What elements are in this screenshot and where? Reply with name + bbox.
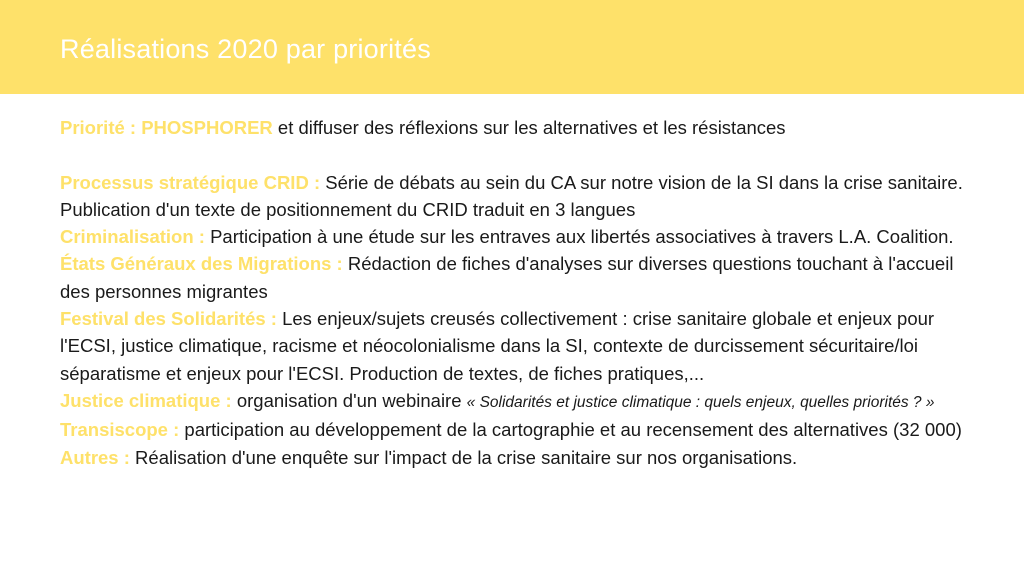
slide-body xyxy=(60,114,965,471)
item-autres xyxy=(60,444,965,471)
item-text: Série de débats au sein du CA sur notre vision de la SI dans la crise sanitaire. Publication d'un texte de positionnement du CRID traduit en 3 langues xyxy=(60,171,963,220)
title-banner xyxy=(0,0,1024,94)
item-label: Festival des Solidarités : xyxy=(60,308,277,330)
priority-paragraph xyxy=(60,114,965,141)
item-text: Rédaction de fiches d'analyses sur diverses questions touchant à l'accueil des personnes migrantes xyxy=(60,253,954,302)
item-label: Justice climatique : xyxy=(60,389,232,411)
item-festival-solidarites xyxy=(60,305,965,387)
item-transiscope xyxy=(60,416,965,443)
priority-label: Priorité : PHOSPHORER xyxy=(60,117,273,138)
item-text: Réalisation d'une enquête sur l'impact de la crise sanitaire sur nos organisations. xyxy=(129,446,798,468)
item-text: organisation d'un webinaire xyxy=(231,389,467,411)
item-label: Autres : xyxy=(60,446,130,468)
item-text: participation au développement de la cartographie et au recensement des alternatives (32 000) xyxy=(179,419,962,441)
item-etats-generaux xyxy=(60,250,965,305)
paragraph-spacer xyxy=(60,141,965,168)
item-label: Transiscope : xyxy=(60,419,180,441)
item-text: Les enjeux/sujets creusés collectivement : crise sanitaire globale et enjeux pour l'ECSI, justice climatique, racisme et néocolonialisme dans la SI, contexte de durcissement sécuritaire/loi séparatisme et enjeux pour l'ECSI. Production de textes, de fiches pratiques,... xyxy=(60,308,935,384)
item-text: Participation à une étude sur les entraves aux libertés associatives à travers L.A. Coalition. xyxy=(204,226,954,248)
slide-title: Réalisations 2020 par priorités xyxy=(60,34,431,64)
item-criminalisation xyxy=(60,223,965,250)
item-processus-strategique xyxy=(60,169,965,224)
priority-text: et diffuser des réflexions sur les alternatives et les résistances xyxy=(272,117,786,138)
item-justice-climatique xyxy=(60,387,965,416)
item-label: États Généraux des Migrations : xyxy=(60,253,343,275)
webinar-title: « Solidarités et justice climatique : quels enjeux, quelles priorités ? » xyxy=(466,393,935,411)
item-label: Criminalisation : xyxy=(60,226,205,248)
item-label: Processus stratégique CRID : xyxy=(60,171,321,193)
